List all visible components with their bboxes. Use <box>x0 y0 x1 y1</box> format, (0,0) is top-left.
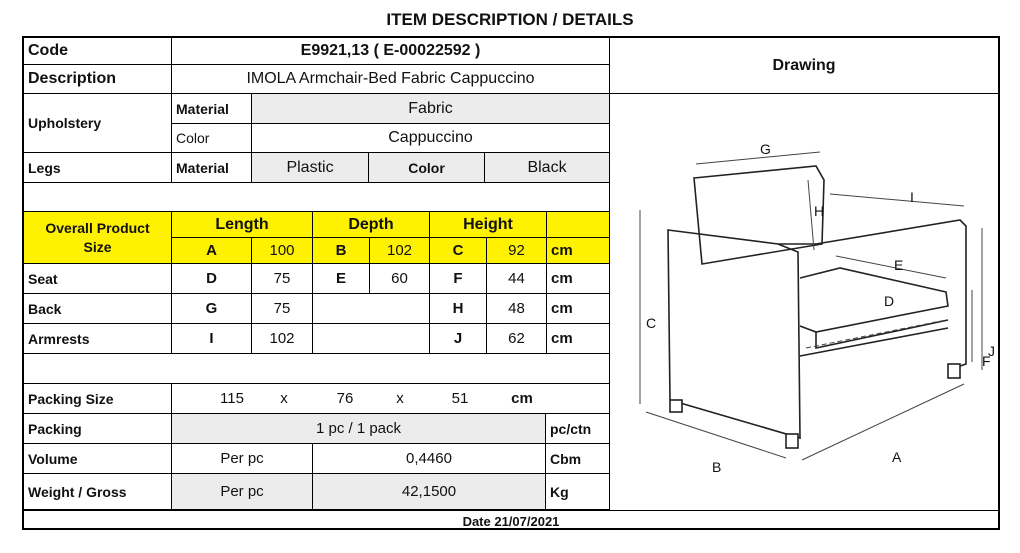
overall-a-value: 100 <box>252 238 313 264</box>
description-value: IMOLA Armchair-Bed Fabric Cappuccino <box>172 65 610 94</box>
dim-line-i <box>830 194 964 206</box>
seat-unit: cm <box>547 264 610 294</box>
weight-label: Weight / Gross <box>24 474 172 510</box>
seat-e-value: 60 <box>370 264 430 294</box>
page-title: ITEM DESCRIPTION / DETAILS <box>386 10 634 29</box>
height-header: Height <box>430 212 547 238</box>
legs-color-label: Color <box>369 153 485 183</box>
item-details-sheet <box>22 36 1000 530</box>
upholstery-color-value: Cappuccino <box>252 124 610 153</box>
armrests-i-letter: I <box>172 324 252 354</box>
legs-label: Legs <box>24 153 172 183</box>
seat-f-letter: F <box>430 264 487 294</box>
packing-size-x1: x <box>280 390 288 407</box>
weight-value: 42,1500 <box>313 474 546 510</box>
seat-label: Seat <box>24 264 172 294</box>
upholstery-material-label: Material <box>172 94 252 124</box>
packing-value: 1 pc / 1 pack <box>172 414 546 444</box>
front-right-leg <box>786 434 798 448</box>
packing-size-width: 76 <box>336 390 354 407</box>
weight-unit: Kg <box>546 474 610 510</box>
legs-material-value: Plastic <box>252 153 369 183</box>
overall-a-letter: A <box>172 238 252 264</box>
back-unit: cm <box>547 294 610 324</box>
drawing-letter-d: D <box>884 293 895 309</box>
drawing-letter-i: I <box>910 189 914 205</box>
drawing-letter-c: C <box>646 315 657 331</box>
seat-e-letter: E <box>313 264 370 294</box>
packing-size-label: Packing Size <box>24 384 172 414</box>
dim-line-d <box>806 320 946 348</box>
drawing-letter-j: J <box>988 343 995 359</box>
seat-d-value: 75 <box>252 264 313 294</box>
armrests-j-letter: J <box>430 324 487 354</box>
depth-header: Depth <box>313 212 430 238</box>
packing-unit: pc/ctn <box>546 414 610 444</box>
back-h-value: 48 <box>487 294 547 324</box>
packing-size-height: 51 <box>451 390 469 407</box>
front-left-leg <box>670 400 682 412</box>
volume-label: Volume <box>24 444 172 474</box>
armrests-i-value: 102 <box>252 324 313 354</box>
drawing-letter-g: G <box>760 141 771 157</box>
spacer-row-2 <box>24 354 610 384</box>
overall-unit: cm <box>547 238 610 264</box>
drawing-letter-a: A <box>892 449 902 465</box>
overall-c-letter: C <box>430 238 487 264</box>
armrests-j-value: 62 <box>487 324 547 354</box>
spacer-row <box>24 183 610 212</box>
back-label: Back <box>24 294 172 324</box>
back-g-value: 75 <box>252 294 313 324</box>
code-label: Code <box>24 38 172 65</box>
volume-per: Per pc <box>172 444 313 474</box>
date-footer: Date 21/07/2021 <box>24 510 998 531</box>
drawing-header: Drawing <box>610 38 998 94</box>
packing-size-x2: x <box>396 390 404 407</box>
back-g-letter: G <box>172 294 252 324</box>
dim-line-g <box>696 152 820 164</box>
armrests-label: Armrests <box>24 324 172 354</box>
packing-size-row <box>172 384 610 414</box>
dim-line-e <box>836 256 946 278</box>
drawing-letter-f: F <box>982 353 991 369</box>
volume-unit: Cbm <box>546 444 610 474</box>
back-h-letter: H <box>430 294 487 324</box>
overall-size-label-line1: Overall Product <box>45 219 150 236</box>
overall-b-value: 102 <box>370 238 430 264</box>
overall-size-label <box>24 212 172 264</box>
overall-c-value: 92 <box>487 238 547 264</box>
dim-line-b <box>646 412 786 458</box>
seat-f-value: 44 <box>487 264 547 294</box>
drawing-letter-e: E <box>894 257 904 273</box>
left-arm-shape <box>668 230 800 438</box>
back-depth-empty <box>313 294 430 324</box>
seat-d-letter: D <box>172 264 252 294</box>
legs-color-value: Black <box>485 153 610 183</box>
packing-size-unit: cm <box>511 390 533 407</box>
drawing-letter-b: B <box>712 459 722 475</box>
seat-cushion-shape <box>800 268 948 332</box>
packing-label: Packing <box>24 414 172 444</box>
drawing-letter-h: H <box>814 203 825 219</box>
armchair-drawing <box>610 94 1000 510</box>
upholstery-label: Upholstery <box>24 94 172 153</box>
upholstery-color-label: Color <box>172 124 252 153</box>
dim-line-a <box>802 384 964 460</box>
legs-material-label: Material <box>172 153 252 183</box>
back-right-leg <box>948 364 960 378</box>
armchair-diagram <box>610 94 1000 510</box>
overall-b-letter: B <box>313 238 370 264</box>
length-header: Length <box>172 212 313 238</box>
armrests-depth-empty <box>313 324 430 354</box>
backrest-shape <box>694 166 824 264</box>
volume-value: 0,4460 <box>313 444 546 474</box>
weight-per: Per pc <box>172 474 313 510</box>
seat-front-edge <box>816 320 948 348</box>
base-line <box>800 328 948 356</box>
armrests-unit: cm <box>547 324 610 354</box>
upholstery-material-value: Fabric <box>252 94 610 124</box>
overall-size-label-line2: Size <box>83 238 112 255</box>
code-value: E9921,13 ( E-00022592 ) <box>172 38 610 65</box>
description-label: Description <box>24 65 172 94</box>
packing-size-length: 115 <box>220 390 244 407</box>
unit-header-empty <box>547 212 610 238</box>
